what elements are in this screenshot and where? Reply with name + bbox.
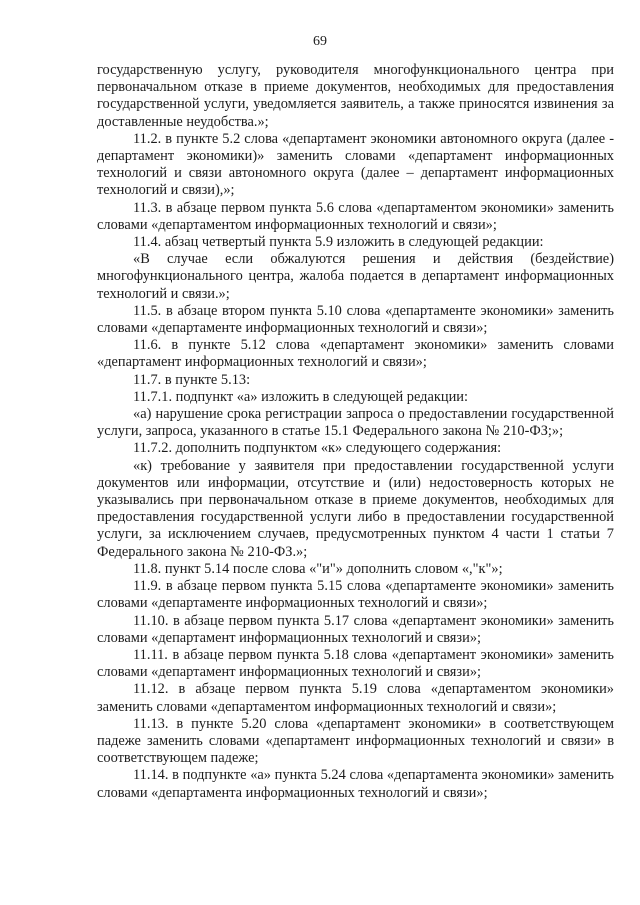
paragraph-11-4: 11.4. абзац четвертый пункта 5.9 изложить в следующей редакции: bbox=[133, 234, 544, 251]
paragraph-11-9: 11.9. в абзаце первом пункта 5.15 слова «департаменте экономики» заменить словами «департаменте информационных технологий и связи»; bbox=[97, 578, 614, 612]
paragraph-11-4-quote: «В случае если обжалуются решения и действия (бездействие) многофункционального центра, жалоба подается в департамент информационных технологий и связи.»; bbox=[97, 251, 614, 302]
paragraph-11-12: 11.12. в абзаце первом пункта 5.19 слова «департаментом экономики» заменить словами «департаментом информационных технологий и связи»; bbox=[97, 681, 614, 715]
paragraph-11-7-1: 11.7.1. подпункт «а» изложить в следующей редакции: bbox=[133, 388, 468, 405]
paragraph-11-2: 11.2. в пункте 5.2 слова «департамент экономики автономного округа (далее - департамент экономики)» заменить словами «департамент информационных технологий и связи автономного округа (далее – департамент информационных технологий и связи),»; bbox=[97, 130, 614, 199]
paragraph-11-7-1-quote: «а) нарушение срока регистрации запроса о предоставлении государственной услуги, запроса, указанного в статье 15.1 Федерального закона № 210-ФЗ;»; bbox=[97, 406, 614, 440]
paragraph-11-7-2-quote: «к) требование у заявителя при предоставлении государственной услуги документов или информации, отсутствие и (или) недостоверность которых не указывались при первоначальном отказе в приеме документов, необходимых для предоставления государственной услуги либо в предоставлении государственной услуги, за исключением случаев, предусмотренных пунктом 4 части 1 статьи 7 Федерального закона № 210-ФЗ.»; bbox=[97, 457, 614, 560]
paragraph-11-3: 11.3. в абзаце первом пункта 5.6 слова «департаментом экономики» заменить словами «департаментом информационных технологий и связи»; bbox=[97, 199, 614, 233]
paragraph-continuation: государственную услугу, руководителя многофункционального центра при первоначальном отказе в приеме документов, необходимых для предоставления государственной услуги, уведомляется заявитель, а также приносятся извинения за доставленные неудобства.»; bbox=[97, 62, 614, 130]
paragraph-11-7: 11.7. в пункте 5.13: bbox=[133, 371, 251, 388]
document-body bbox=[97, 62, 614, 802]
paragraph-11-8: 11.8. пункт 5.14 после слова «"и"» дополнить словом «,"к"»; bbox=[133, 560, 503, 577]
paragraph-11-14: 11.14. в подпункте «а» пункта 5.24 слова «департамента экономики» заменить словами «департамента информационных технологий и связи»; bbox=[97, 767, 614, 801]
paragraph-11-7-2: 11.7.2. дополнить подпунктом «к» следующего содержания: bbox=[133, 440, 502, 457]
paragraph-11-10: 11.10. в абзаце первом пункта 5.17 слова «департамент экономики» заменить словами «департамент информационных технологий и связи»; bbox=[97, 612, 614, 646]
paragraph-11-6: 11.6. в пункте 5.12 слова «департамент экономики» заменить словами «департамент информационных технологий и связи»; bbox=[97, 337, 614, 371]
paragraph-11-11: 11.11. в абзаце первом пункта 5.18 слова «департамент экономики» заменить словами «департамент информационных технологий и связи»; bbox=[97, 646, 614, 681]
paragraph-11-13: 11.13. в пункте 5.20 слова «департамент экономики» в соответствующем падеже заменить словами «департамент информационных технологий и связи» в соответствующем падеже; bbox=[97, 715, 614, 767]
paragraph-11-5: 11.5. в абзаце втором пункта 5.10 слова «департаменте экономики» заменить словами «департаменте информационных технологий и связи»; bbox=[97, 302, 614, 337]
page-number: 69 bbox=[313, 34, 327, 49]
